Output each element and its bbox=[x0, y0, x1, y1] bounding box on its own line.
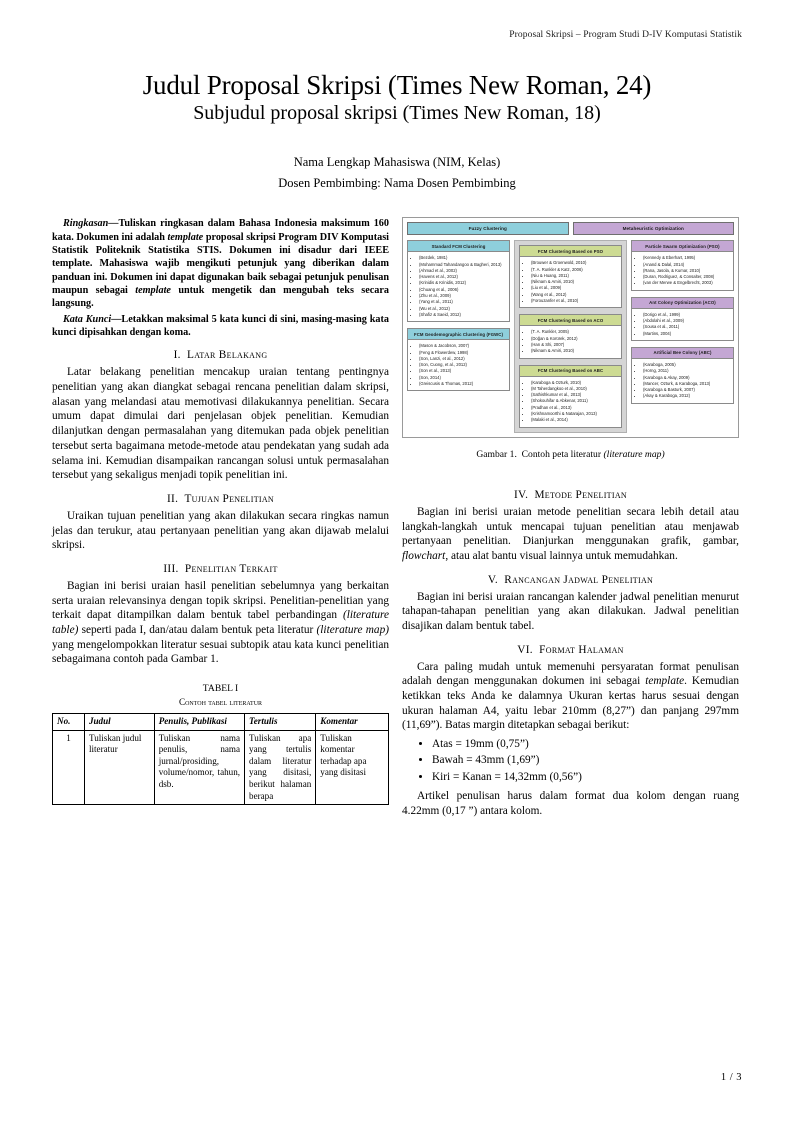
table-caption-title: Contoh tabel literatur bbox=[178, 696, 263, 707]
citation-item: • (Anand & Dalal, 2014) bbox=[643, 262, 730, 268]
box-title: Artificial Bee Colony (ABC) bbox=[632, 348, 733, 359]
metode-italic-1: flowchart bbox=[402, 550, 446, 563]
paragraph-tujuan: Uraikan tujuan penelitian yang akan dilakukan secara ringkas namun jelas dan terukur, atau pertanyaan penelitian yang akan dijawab melalui skripsi. bbox=[52, 509, 389, 552]
heading-format bbox=[402, 644, 739, 656]
paragraph-latar-belakang: Latar belakang penelitian mencakup uraian tentang pentingnya penelitian yang akan diangkat sebagai rencana penelitian dalam skripsi, alasan yang melandasi atau memotivasi dilakukannya penelitian. Secara umum dapat dimulai dari penjelasan objek penelitian. Kemudian dilanjutkan dengan permasalahan yang ditemukan pada objek penelitian tersebut serta bagaimana metode-metode atau pendekatan yang sudah ada selama ini. Kemudian disampaikan rancangan solusi untuk permasalahan tersebut yang sekaligus menjadi topik penelitian ini. bbox=[52, 366, 389, 482]
figure-caption bbox=[402, 449, 739, 461]
citation-item: • (M Taherdangkoo et al., 2010) bbox=[531, 386, 618, 392]
heading-text-4: Metode Penelitian bbox=[534, 489, 627, 502]
citation-item: • (Shokouhifar & Abkenar, 2011) bbox=[531, 398, 618, 404]
box-citation-list bbox=[520, 326, 621, 357]
citation-item: • (Horng, 2011) bbox=[643, 368, 730, 374]
format-italic-1: template bbox=[645, 675, 685, 688]
page-footer: 1 / 3 bbox=[720, 1072, 742, 1083]
citation-item: • (Mohammad Tahandangoo & Bagheri, 2013) bbox=[419, 262, 506, 268]
citation-item: • (Sathishkumar et al., 2013) bbox=[531, 392, 618, 398]
heading-number-6: VI. bbox=[517, 643, 533, 656]
keywords-dash: — bbox=[111, 313, 122, 325]
box-title: FCM Clustering Based on ABC bbox=[520, 366, 621, 377]
metode-text-2: , atau alat bantu visual lainnya untuk memudahkan. bbox=[445, 550, 678, 563]
box-ant-colony-optimization bbox=[631, 297, 734, 341]
table-header-judul: Judul bbox=[84, 714, 154, 731]
box-citation-list bbox=[408, 340, 509, 390]
terkait-italic-2: (literature map) bbox=[316, 623, 389, 636]
citation-item: • (Mancer, Ozturk, & Karaboga, 2013) bbox=[643, 381, 730, 387]
right-column bbox=[402, 217, 739, 818]
citation-item: • (Martins, 2004) bbox=[643, 331, 730, 337]
citation-item: • (Kennedy & Eberhart, 1995) bbox=[643, 255, 730, 261]
table-header-komentar: Komentar bbox=[316, 714, 389, 731]
abstract-dash: — bbox=[108, 218, 119, 230]
citation-item: • (Shafiz & Saeid, 2012) bbox=[419, 312, 506, 318]
paragraph-format-kolom: Artikel penulisan harus dalam format dua kolom dengan ruang 4.22mm (0,17 ”) antara kolom. bbox=[402, 790, 739, 817]
heading-number-1: I. bbox=[173, 349, 181, 362]
author-line: Nama Lengkap Mahasiswa (NIM, Kelas) bbox=[293, 155, 501, 170]
citation-item: • (Zhu et al., 2009) bbox=[419, 293, 506, 299]
table-row bbox=[53, 730, 389, 804]
left-column bbox=[52, 217, 389, 805]
citation-item: • (Havens et al., 2012) bbox=[419, 274, 506, 280]
figure-caption-italic: (literature map) bbox=[603, 448, 665, 460]
abstract-label: Ringkasan bbox=[63, 218, 109, 230]
literature-map-diagram bbox=[402, 217, 739, 437]
citation-item: • (Niknam & Amiri, 2010) bbox=[531, 348, 618, 354]
citation-item: • (Niu & Huang, 2011) bbox=[531, 273, 618, 279]
citation-item: • (Karaboga & Akay, 2009) bbox=[643, 375, 730, 381]
citation-item: • (Pradhan et al., 2013) bbox=[531, 405, 618, 411]
box-title: FCM Clustering Based on PSO bbox=[520, 246, 621, 257]
box-citation-list bbox=[408, 252, 509, 321]
page-subtitle: Subjudul proposal skripsi (Times New Roman, 18) bbox=[193, 102, 601, 125]
two-column-body bbox=[52, 217, 742, 818]
citation-item: • (Son, 2014) bbox=[419, 375, 506, 381]
box-citation-list bbox=[520, 377, 621, 427]
box-title: Ant Colony Optimization (ACO) bbox=[632, 298, 733, 309]
citation-item: • (Krishnamoorthi & Natarajan, 2013) bbox=[531, 411, 618, 417]
citation-item: • (Krinidis & Krinidis, 2012) bbox=[419, 280, 506, 286]
box-citation-list bbox=[520, 257, 621, 307]
box-artificial-bee-colony bbox=[631, 347, 734, 404]
citation-item: • (Han & Shi, 2007) bbox=[531, 342, 618, 348]
abstract-text-2: proposal skripsi Program DIV Komputasi Statistik Politeknik Statistika STIS. Dokumen ini disadur dari IEEE template. Mahasiswa wajib mengikuti petunjuk yang diberikan dalam panduan ini. Dokumen ini dapat digunakan baik sebagai petunjuk penulisan maupun sebagai bbox=[52, 231, 389, 297]
page-title: Judul Proposal Skripsi (Times New Roman, 24) bbox=[142, 70, 652, 100]
table-header-no: No. bbox=[53, 714, 85, 731]
citation-item: • (Liu et al., 2009) bbox=[531, 285, 618, 291]
advisor-line: Dosen Pembimbing: Nama Dosen Pembimbing bbox=[278, 176, 516, 191]
citation-item: • (T. A. Runkler & Katz, 2006) bbox=[531, 267, 618, 273]
citation-item: • (Karaboga, 2005) bbox=[643, 362, 730, 368]
abstract-text-1: Tuliskan ringkasan dalam Bahasa Indonesia maksimum 160 kata. Dokumen ini adalah bbox=[52, 218, 389, 243]
figure-caption-text: Contoh peta literatur bbox=[521, 448, 602, 460]
keywords-label: Kata Kunci bbox=[63, 313, 112, 325]
table-cell-tertulis: Tuliskan apa yang tertulis dalam literatur yang disitasi, berikut halaman berapa bbox=[245, 730, 316, 804]
heading-metode bbox=[402, 489, 739, 501]
metode-text-1: Bagian ini berisi uraian metode penelitian secara lebih detail atau langkah-langkah untuk mencapai tujuan penelitian atau menjawab pertanyaan penelitian. Dianjurkan menggunakan grafik, gambar, bbox=[402, 506, 739, 548]
citation-item: • (Dorigo et al., 1999) bbox=[643, 312, 730, 318]
citation-item: • (Karaboga & Basturk, 2007) bbox=[643, 387, 730, 393]
citation-item: • (Son, Lanzi, et al., 2012) bbox=[419, 356, 506, 362]
table-header-tertulis: Tertulis bbox=[245, 714, 316, 731]
margin-item-bawah: • Bawah = 43mm (1,69”) bbox=[432, 752, 739, 768]
box-title: FCM Geodemographic Clustering (FGWC) bbox=[408, 329, 509, 340]
citation-item: • (Bezdek, 1981) bbox=[419, 255, 506, 261]
heading-text-3: Penelitian Terkait bbox=[184, 562, 278, 575]
box-title: FCM Clustering Based on ACO bbox=[520, 315, 621, 326]
margin-list bbox=[402, 736, 739, 785]
abstract-italic-1: template bbox=[167, 231, 204, 243]
band-fuzzy-clustering: Fuzzy Clustering bbox=[407, 222, 569, 235]
table-header-penulis: Penulis, Publikasi bbox=[154, 714, 244, 731]
running-head: Proposal Skripsi – Program Studi D-IV Komputasi Statistik bbox=[509, 30, 742, 40]
table-cell-penulis: Tuliskan nama penulis, nama jurnal/prosiding, volume/nomor, tahun, dsb. bbox=[154, 730, 244, 804]
heading-penelitian-terkait bbox=[52, 563, 389, 575]
box-particle-swarm-optimization bbox=[631, 240, 734, 290]
terkait-text-2: seperti pada I, dan/atau dalam bentuk peta literatur bbox=[78, 623, 317, 636]
citation-item: • (Akay & Karaboga, 2012) bbox=[643, 393, 730, 399]
heading-text-1: Latar Belakang bbox=[187, 349, 268, 362]
citation-item: • (Son et al., 2013) bbox=[419, 368, 506, 374]
citation-item: • (Ahmad et al., 2002) bbox=[419, 268, 506, 274]
citation-item: • (Niknam & Amiri, 2010) bbox=[531, 279, 618, 285]
diagram-col-right bbox=[631, 240, 734, 403]
margin-item-atas: • Atas = 19mm (0,75”) bbox=[432, 736, 739, 752]
table-cell-judul: Tuliskan judul literatur bbox=[84, 730, 154, 804]
heading-number-5: V. bbox=[487, 573, 499, 586]
heading-latar-belakang bbox=[52, 349, 389, 361]
citation-item: • (Doğan & Korürek, 2012) bbox=[531, 336, 618, 342]
abstract-italic-2: template bbox=[135, 285, 171, 297]
citation-item: • (Wu et al., 2012) bbox=[419, 306, 506, 312]
diagram-columns bbox=[407, 240, 734, 432]
heading-text-2: Tujuan Penelitian bbox=[184, 492, 275, 505]
citation-item: • (T. A. Runkler, 2005) bbox=[531, 329, 618, 335]
citation-item: • (van der Merwe & Engelbrecht, 2003) bbox=[643, 280, 730, 286]
abstract-text-3: untuk mengetik dan mengubah teks secara langsung. bbox=[52, 285, 390, 310]
citation-item: • (Mason & Jacobson, 2007) bbox=[419, 343, 506, 349]
keywords-block bbox=[52, 313, 389, 340]
citation-item: • (Forouzanfer et al., 2010) bbox=[531, 298, 618, 304]
citation-item: • (Abdolahi et al., 2009) bbox=[643, 318, 730, 324]
heading-jadwal bbox=[402, 574, 739, 586]
citation-item: • (Feng & Flowerdew, 1998) bbox=[419, 350, 506, 356]
citation-item: • (Duran, Rodriguez, & Consalter, 2008) bbox=[643, 274, 730, 280]
citation-item: • (Wang et al., 2012) bbox=[531, 292, 618, 298]
box-fcm-geodemographic-clustering bbox=[407, 328, 510, 391]
terkait-italic-1: (literature table) bbox=[52, 609, 389, 636]
keywords-text: Letakkan maksimal 5 kata kunci di sini, masing-masing kata kunci dipisahkan dengan koma. bbox=[52, 313, 390, 339]
heading-text-6: Format Halaman bbox=[539, 643, 624, 656]
paragraph-metode bbox=[402, 505, 739, 564]
citation-item: • (Malaki et al., 2014) bbox=[531, 417, 618, 423]
citation-item: • (Chuang et al., 2006) bbox=[419, 287, 506, 293]
margin-item-kiri-kanan: • Kiri = Kanan = 14,32mm (0,56”) bbox=[432, 769, 739, 785]
box-title: Standard FCM Clustering bbox=[408, 241, 509, 252]
paragraph-jadwal: Bagian ini berisi uraian rancangan kalender jadwal penelitian menurut tahapan-tahapan penelitian yang akan dilakukan. Jadwal penelitian disajikan dalam bentuk tabel. bbox=[402, 590, 739, 633]
literature-table bbox=[52, 713, 389, 805]
table-header-row bbox=[53, 714, 389, 731]
box-standard-fcm-clustering bbox=[407, 240, 510, 322]
heading-text-5: Rancangan Jadwal Penelitian bbox=[504, 573, 654, 586]
format-text-2: . Kemudian ketikkan teks Anda ke dalamnya Ukuran kertas harus sesuai dengan ukuran halaman A4, yaitu lebar 210mm (8,27”) dan panjang 297mm (11,69”). Batas margin ditetapkan sebagai berikut: bbox=[402, 675, 739, 732]
table-caption bbox=[52, 683, 389, 708]
citation-item: • (Rana, Jasola, & Kumar, 2010) bbox=[643, 268, 730, 274]
abstract-block bbox=[52, 217, 389, 339]
band-metaheuristic-optimization: Metaheuristic Optimization bbox=[573, 222, 735, 235]
citation-item: • (Sousa et al., 2011) bbox=[643, 324, 730, 330]
box-fcm-clustering-abc bbox=[519, 365, 622, 428]
figure-literature-map bbox=[402, 217, 739, 461]
paragraph-penelitian-terkait bbox=[52, 579, 389, 667]
citation-item: • (Son, Cuong, et al., 2012) bbox=[419, 362, 506, 368]
diagram-top-bands bbox=[407, 222, 734, 235]
citation-item: • (Yang et al., 2011) bbox=[419, 299, 506, 305]
diagram-col-middle bbox=[514, 240, 627, 432]
box-citation-list bbox=[632, 359, 733, 403]
paragraph-format bbox=[402, 660, 739, 733]
terkait-text-1: Bagian ini berisi uraian hasil penelitian sebelumnya yang berkaitan serta uraian relevansinya dengan topik skripsi. Penelitian-penelitian yang terkait dapat ditampilkan dalam bentuk tabel perbandingan bbox=[52, 579, 389, 622]
heading-number-2: II. bbox=[166, 492, 179, 505]
box-title: Particle Swarm Optimization (PSO) bbox=[632, 241, 733, 252]
table-cell-komentar: Tuliskan komentar terhadap apa yang disitasi bbox=[316, 730, 389, 804]
box-citation-list bbox=[632, 252, 733, 289]
table-cell-no: 1 bbox=[53, 730, 85, 804]
citation-item: • (Karaboga & Ozturk, 2010) bbox=[531, 380, 618, 386]
box-fcm-clustering-pso bbox=[519, 245, 622, 308]
heading-tujuan bbox=[52, 493, 389, 505]
citation-item: • (Greiscusis & Thomas, 2012) bbox=[419, 381, 506, 387]
figure-caption-label: Gambar 1. bbox=[476, 448, 517, 460]
terkait-text-3: yang mengelompokkan literatur sesuai subtopik atau kata kunci penelitian sebagaimana contoh pada Gambar 1. bbox=[52, 638, 389, 666]
heading-number-4: IV. bbox=[514, 489, 529, 502]
table-caption-number: TABEL I bbox=[202, 682, 239, 694]
citation-item: • (Brouwer & Groenwold, 2010) bbox=[531, 260, 618, 266]
box-citation-list bbox=[632, 309, 733, 340]
format-text-1: Cara paling mudah untuk memenuhi persyaratan format penulisan adalah dengan menggunakan dokumen ini sebagai bbox=[402, 660, 739, 688]
heading-number-3: III. bbox=[163, 562, 179, 575]
diagram-col-left bbox=[407, 240, 510, 391]
box-fcm-clustering-aco bbox=[519, 314, 622, 358]
